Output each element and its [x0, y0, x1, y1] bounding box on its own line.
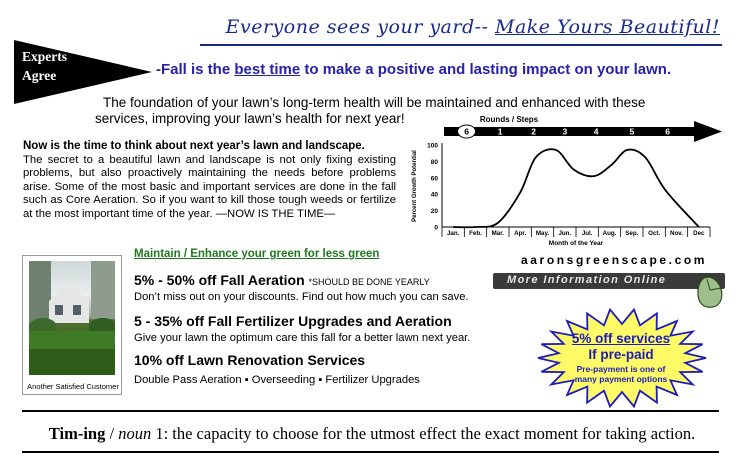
x-tick-label: Jun. [558, 230, 572, 237]
growth-chart [404, 115, 724, 250]
customer-lawn-photo [29, 261, 115, 375]
prepaid-discount: 5% off services [571, 331, 671, 346]
x-tick-label: Jan. [446, 230, 460, 237]
x-tick-label: Dec [693, 230, 705, 237]
customer-photo-frame [22, 255, 122, 395]
y-tick-label: 0 [434, 224, 438, 232]
round-label: 6 [464, 126, 469, 137]
round-label: 1 [497, 126, 503, 137]
x-tick-label: Nov. [670, 230, 683, 237]
more-info-label: More Information Online [507, 274, 667, 286]
tagline-emphasis: best time [234, 61, 301, 78]
round-label: 2 [531, 126, 536, 137]
offer-description: Don’t miss out on your discounts. Find out how much you can save. [134, 291, 469, 303]
y-tick-label: 60 [430, 175, 438, 183]
offer-title: 10% off Lawn Renovation Services [134, 352, 366, 368]
timing-definition [22, 424, 722, 444]
maintain-heading: Maintain / Enhance your green for less green [134, 248, 380, 260]
y-tick-label: 40 [430, 191, 438, 199]
website-link[interactable]: aaronsgreenscape.com [521, 253, 708, 267]
tagline [156, 61, 671, 78]
round-label: 6 [665, 126, 670, 137]
offer-fertilizer [134, 313, 470, 344]
more-info-banner[interactable] [493, 273, 725, 289]
divider-bottom [22, 451, 719, 453]
badge-line2: Agree [22, 68, 57, 83]
x-tick-label: Sep. [625, 230, 639, 237]
x-tick-label: Aug. [602, 230, 617, 237]
offer-title: 5 - 35% off Fall Fertilizer Upgrades and Aeration [134, 313, 452, 329]
headline-lead: Everyone sees your yard-- [225, 16, 496, 38]
tagline-pre: -Fall is the [156, 61, 235, 78]
headline-emphasis: Make Yours Beautiful! [495, 16, 720, 38]
photo-caption: Another Satisfied Customer [27, 382, 119, 391]
x-tick-label: Oct. [648, 230, 661, 237]
offer-title-text: 5% - 50% off Fall Aeration [134, 272, 309, 288]
divider-top [22, 410, 719, 412]
y-tick-label: 20 [430, 208, 438, 216]
headline-rule [200, 44, 722, 46]
y-tick-label: 80 [430, 158, 438, 166]
offer-renovation [134, 352, 420, 386]
round-label: 5 [629, 126, 635, 137]
tagline-post: to make a positive and lasting impact on your lawn. [300, 61, 672, 78]
growth-curve [453, 149, 699, 227]
headline [200, 16, 720, 38]
x-tick-label: Feb. [469, 230, 482, 237]
lawn-photo-art [29, 261, 115, 375]
body-paragraph: The secret to a beautiful lawn and landscape is not only fixing existing problems, but also proactively maintaining the needs before problems arise. Some of the most basic and important services are done in the fall such as Core Aeration. So if you want to kill those tough weeds or fertilize at the most important time of the year. —NOW IS THE TIME— [23, 154, 396, 220]
rounds-arrow-head [694, 121, 722, 142]
x-tick-label: Jul. [581, 230, 593, 237]
x-tick-label: Apr. [514, 230, 527, 237]
x-axis-label: Month of the Year [548, 240, 604, 247]
definition-text: 1: the capacity to choose for the utmost effect the exact moment for taking action. [151, 424, 696, 443]
chart-title: Rounds / Steps [479, 115, 539, 124]
offer-note: *SHOULD BE DONE YEARLY [308, 277, 430, 287]
mouse-icon [694, 276, 726, 310]
offer-description: Double Pass Aeration ▪ Overseeding ▪ Fertilizer Upgrades [134, 374, 420, 386]
round-label: 3 [562, 126, 568, 137]
y-axis-label: Percent Growth Potential [412, 150, 418, 222]
body-heading: Now is the time to think about next year’s lawn and landscape. [23, 140, 365, 152]
y-tick-label: 100 [427, 142, 438, 150]
rounds-arrow-shaft [444, 127, 696, 136]
badge-line1: Experts [22, 49, 67, 64]
definition-slash: / [105, 424, 119, 443]
prepaid-note: Pre-payment is one of many payment options [574, 364, 668, 384]
intro-paragraph: The foundation of your lawn’s long-term health will be maintained and enhanced with these services, improving your lawn’s health for next year! [95, 95, 646, 126]
definition-pos: noun [118, 424, 152, 443]
offer-aeration [134, 272, 469, 303]
badge-text [22, 47, 67, 85]
x-tick-label: May. [535, 230, 550, 237]
offer-description: Give your lawn the optimum care this fall for a better lawn next year. [134, 332, 471, 344]
offer-title [134, 272, 469, 288]
definition-word: Tim-ing [48, 424, 106, 443]
prepaid-condition: If pre-paid [588, 347, 654, 362]
round-label: 4 [593, 126, 599, 137]
x-tick-label: Mar. [491, 230, 505, 237]
